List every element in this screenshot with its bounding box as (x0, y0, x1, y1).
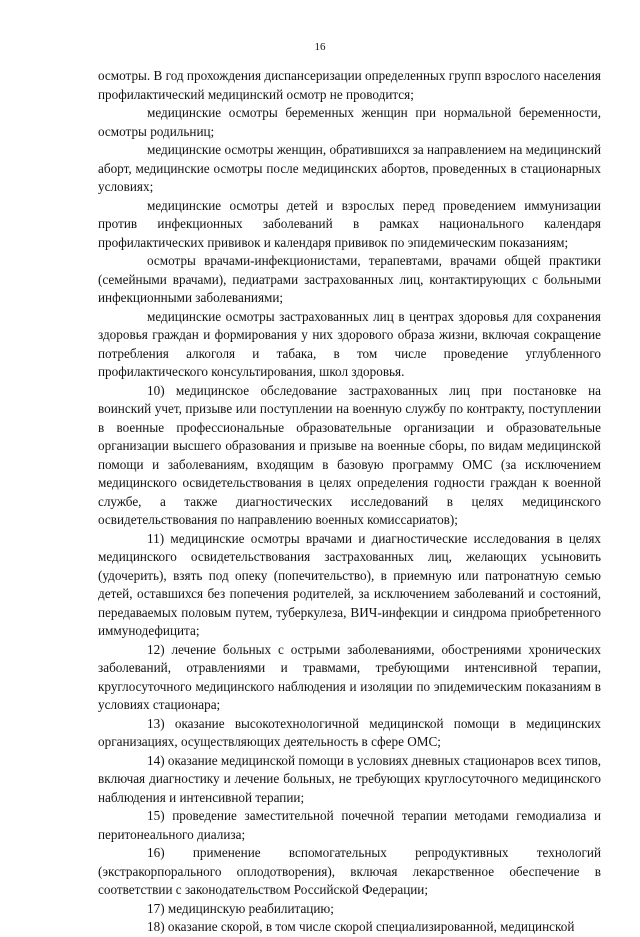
paragraph-infectious-contacts: осмотры врачами-инфекционистами, терапевтами, врачами общей практики (семейными врачами), педиатрами застрахованных лиц, контактирующих с больными инфекционными заболеваниями; (98, 253, 601, 305)
paragraph-abortion-exams: медицинские осмотры женщин, обратившихся за направлением на медицинский аборт, медицинские осмотры после медицинских абортов, проведенных в стационарных условиях; (98, 142, 601, 194)
paragraph-item-15: 15) проведение заместительной почечной терапии методами гемодиализа и перитонеального диализа; (98, 808, 601, 842)
paragraph-item-18: 18) оказание скорой, в том числе скорой специализированной, медицинской (147, 919, 575, 934)
paragraph-item-13: 13) оказание высокотехнологичной медицинской помощи в медицинских организациях, осуществляющих деятельность в сфере ОМС; (98, 715, 601, 749)
document-body (98, 67, 601, 937)
paragraph-item-11: 11) медицинские осмотры врачами и диагностические исследования в целях медицинского освидетельствования застрахованных лиц, желающих усыновить (удочерить), взять под опеку (попечительство), в приемную или патронатную семью детей, оставшихся без попечения родителей, за исключением заболеваний и состояний, передаваемых половым путем, туберкулеза, ВИЧ-инфекции и синдрома приобретенного иммунодефицита; (98, 530, 601, 638)
paragraph-item-14: 14) оказание медицинской помощи в условиях дневных стационаров всех типов, включая диагностику и лечение больных, не требующих круглосуточного медицинского наблюдения и интенсивной терапии; (98, 752, 601, 805)
paragraph-continuation: осмотры. В год прохождения диспансеризации определенных групп взрослого населения профилактический медицинский осмотр не проводится; (98, 68, 601, 102)
paragraph-item-17: 17) медицинскую реабилитацию; (147, 900, 334, 916)
paragraph-item-12: 12) лечение больных с острыми заболеваниями, обострениями хронических заболеваний, отравлениями и травмами, требующими интенсивной терапии, круглосуточного медицинского наблюдения и изоляции по эпидемическим показаниям в условиях стационара; (98, 641, 601, 712)
paragraph-health-centers: медицинские осмотры застрахованных лиц в центрах здоровья для сохранения здоровья граждан и формирования у них здорового образа жизни, включая сокращение потребления алкоголя и табака, в том числе проведение углубленного профилактического консультирования, школ здоровья. (98, 308, 601, 379)
paragraph-item-10: 10) медицинское обследование застрахованных лиц при постановке на воинский учет, призыве или поступлении на военную службу по контракту, поступлении в военные профессиональные образовательные организации и образовательные организации высшего образования и призыве на военные сборы, по видам медицинской помощи и заболеваниям, входящим в базовую программу ОМС (за исключением медицинского освидетельствования в целях определения годности граждан к военной службе, а также диагностических исследований в целях медицинского освидетельствования по направлению военных комиссариатов); (98, 382, 601, 527)
paragraph-immunization-exams: медицинские осмотры детей и взрослых перед проведением иммунизации против инфекционных заболеваний в рамках национального календаря профилактических прививок и календаря прививок по эпидемическим показаниям; (98, 197, 601, 250)
paragraph-item-16: 16) применение вспомогательных репродуктивных технологий (экстракорпорального оплодотворения), включая лекарственное обеспечение в соответствии с законодательством Российской Федерации; (98, 845, 601, 897)
paragraph-pregnant-women-exams: медицинские осмотры беременных женщин при нормальной беременности, осмотры родильниц; (98, 105, 601, 139)
page-number: 16 (314, 41, 326, 53)
